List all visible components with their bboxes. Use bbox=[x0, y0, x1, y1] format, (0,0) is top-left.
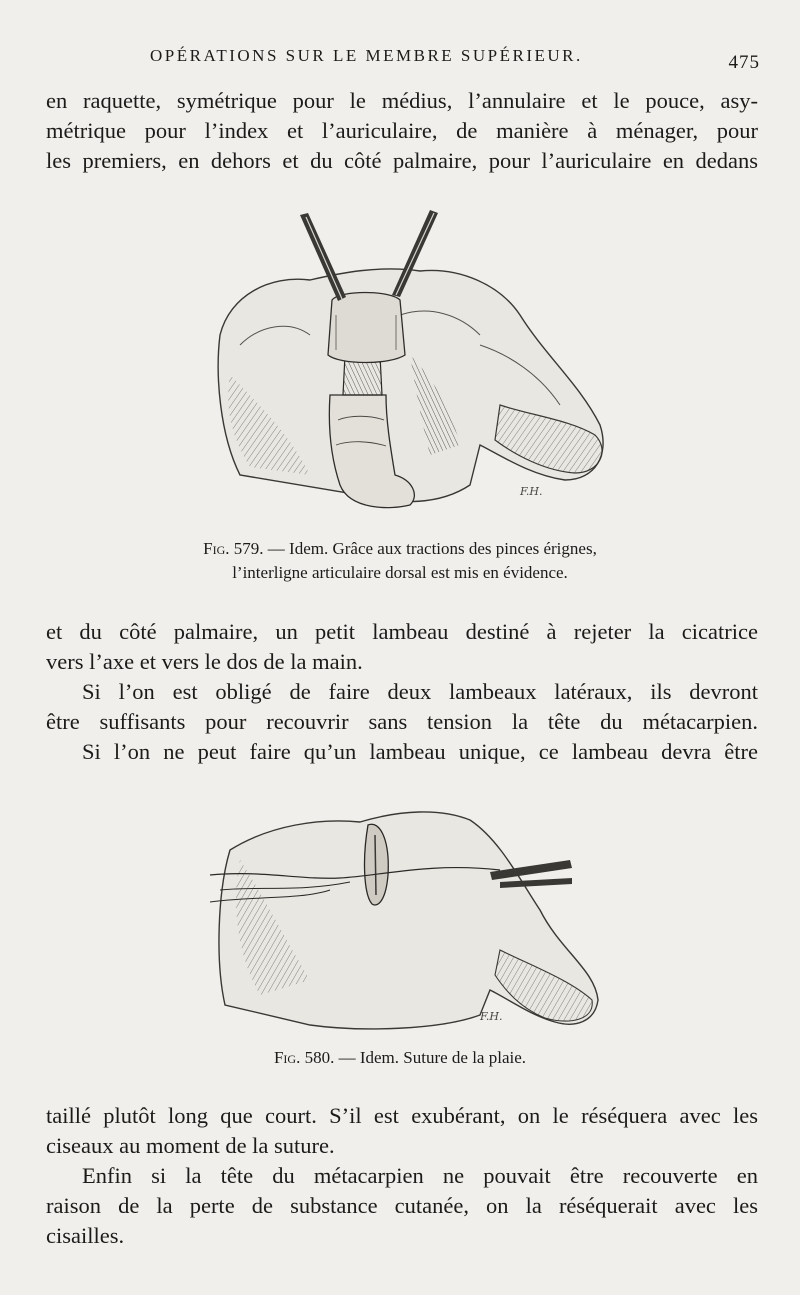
figure-label: Fig. 580. bbox=[273, 1048, 335, 1067]
text-line: en raquette, symétrique pour le médius, l’annulaire et le pouce, asy- bbox=[46, 88, 758, 113]
figure-label: Fig. 579. bbox=[203, 539, 264, 558]
text-line: Enfin si la tête du métacarpien ne pouvait être recouverte en bbox=[82, 1163, 758, 1188]
text-line: métrique pour l’index et l’auriculaire, de manière à ménager, pour bbox=[46, 118, 758, 143]
text-line: taillé plutôt long que court. S’il est exubérant, on le réséquera avec les bbox=[46, 1103, 758, 1128]
svg-text:F.H.: F.H. bbox=[480, 1010, 503, 1023]
caption-text: — Idem. Grâce aux tractions des pinces érignes, bbox=[267, 539, 597, 558]
figure-579-illustration bbox=[200, 205, 615, 525]
text-line: et du côté palmaire, un petit lambeau destiné à rejeter la cicatrice bbox=[46, 619, 758, 644]
caption-text: — Idem. Suture de la plaie. bbox=[338, 1048, 527, 1067]
caption-text: l’interligne articulaire dorsal est mis en évidence. bbox=[232, 563, 568, 582]
page-number: 475 bbox=[728, 52, 760, 73]
text-line: Si l’on ne peut faire qu’un lambeau unique, ce lambeau devra être bbox=[82, 739, 758, 764]
text-line: raison de la perte de substance cutanée, on la réséquerait avec les bbox=[46, 1193, 758, 1218]
text-line: vers l’axe et vers le dos de la main. bbox=[46, 649, 363, 674]
hand-suture-engraving bbox=[200, 800, 610, 1040]
figure-579-caption bbox=[120, 537, 680, 585]
text-line: Si l’on est obligé de faire deux lambeaux latéraux, ils devront bbox=[82, 679, 758, 704]
paragraph-bottom bbox=[46, 1101, 758, 1251]
text-line: les premiers, en dehors et du côté palmaire, pour l’auriculaire en dedans bbox=[46, 148, 758, 173]
text-line: être suffisants pour recouvrir sans tension la tête du métacarpien. bbox=[46, 709, 758, 734]
text-line: cisailles. bbox=[46, 1223, 125, 1248]
figure-580-caption bbox=[200, 1046, 600, 1070]
paragraph-middle bbox=[46, 617, 758, 767]
paragraph-top bbox=[46, 86, 758, 176]
running-title: OPÉRATIONS SUR LE MEMBRE SUPÉRIEUR. bbox=[150, 46, 583, 65]
figure-580-illustration bbox=[200, 800, 610, 1040]
svg-text:F.H.: F.H. bbox=[520, 485, 543, 498]
hand-with-retractors-engraving bbox=[200, 205, 615, 525]
text-line: ciseaux au moment de la suture. bbox=[46, 1133, 335, 1158]
